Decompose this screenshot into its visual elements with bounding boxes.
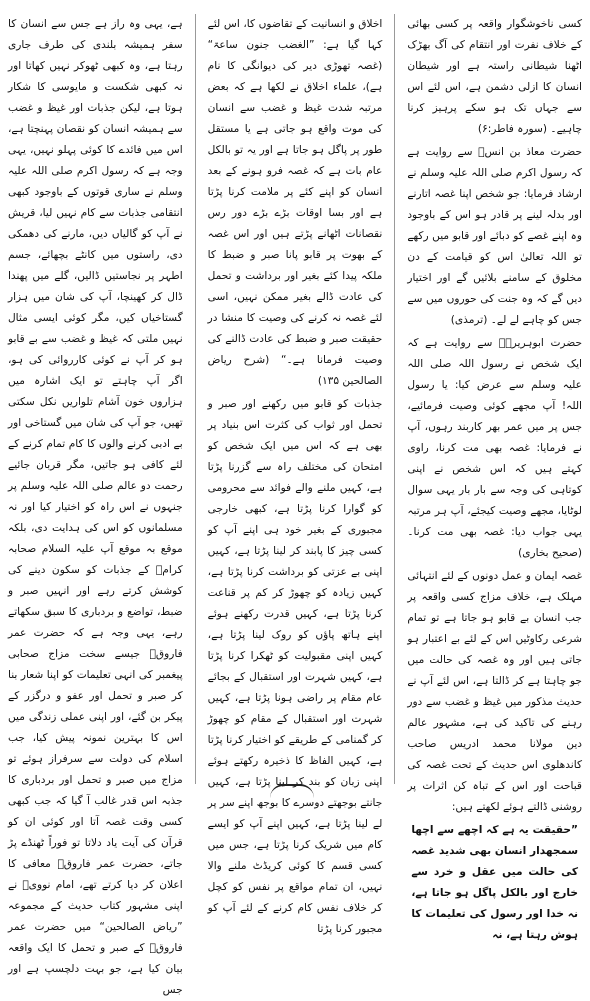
text-columns	[7, 14, 582, 996]
paragraph: ہے، یہی وہ راز ہے جس سے انسان کا سفر ہمیشہ بلندی کی طرف جاری رہتا ہے، وہ کبھی ٹھوکر نہیں کھاتا اور نہ کبھی شکست و مایوسی کا شکار ہوتا ہے، لیکن جذبات اور غیظ و غضب سے ہمیشہ انسان کو نقصان پہنچتا ہے، اس میں فائدے کا کوئی پہلو نہیں، یہی وجہ ہے کہ رسول اکرم صلی اللہ علیہ وسلم نے ساری قوتوں کے باوجود کبھی انتقامی جذبات سے کام نہیں لیا، قریش نے آپ کو گالیاں دیں، مارنے کی دھمکی دی، راستوں میں کانٹے بچھائے، جسم اطہر پر نجاستیں ڈالیں، گلے میں پھندا ڈال کر کھینچا، آپ کی شان میں ہزار گستاخیاں کیں، مگر کوئی ایسی مثال نہیں ملتی کہ غیظ و غضب سے بے قابو ہو کر آپ نے کوئی کارروائی کی ہو، اگر آپ چاہتے تو ایک اشارہ میں ہزاروں خون آشام تلواریں نکل سکتی تھیں، جو آپ کی شان میں گستاخی اور بے ادبی کرنے والوں کا کام تمام کرنے کے لئے کافی ہو جاتیں، مگر قربان جائیے رحمت دو عالم صلی اللہ علیہ وسلم پر جنہوں نے اس راہ کو اختیار کیا اور نہ مسلمانوں کو اس کی ہدایت دی، بلکہ موقع بہ موقع آپ علیہ السلام صحابہ کرامؓ کے جذبات کو سکون دینے کی کوشش کرتے رہے اور انہیں صبر و ضبط، تواضع و بردباری کا سبق سکھاتے رہے، یہی وجہ ہے کہ حضرت عمر فاروقؓ جیسے سخت مزاج صحابی پیغمبر کی انہی تعلیمات کو اپنا شعار بنا کر صبر و تحمل اور عفو و درگزر کے پیکر بن گئے، اور اپنی عملی زندگی میں اس کا بہترین نمونہ پیش کیا، جب اسلام کی دولت سے سرفراز ہوئے تو مزاج میں صبر و تحمل اور بردباری کا جذبہ اس قدر غالب آ گیا کہ جب کبھی کسی وقت غصہ آتا اور کوئی ان کو قرآن کی آیت یاد دلاتا تو فوراً ٹھنڈے پڑ جاتے، حضرت عمر فاروقؓ معافی کا اعلان کر دیا کرتے تھے، امام نوویؒ نے اپنی مشہور کتاب حدیث کے مجموعہ ”ریاض الصالحین“ میں حضرت عمر فاروقؓ کے صبر و تحمل کا ایک واقعہ بیان کیا ہے، جو بہت دلچسپ ہے اور جس	[7, 18, 183, 996]
block-quote: ”حقیقت یہ ہے کہ اچھے سے اچھا سمجھدار انسان بھی شدید غصہ کی حالت میں عقل و خرد سے خارج اور بالکل پاگل ہو جاتا ہے، نہ خدا اور رسول کی تعلیمات کا ہوش رہتا ہے، نہ	[411, 824, 578, 941]
column-divider	[195, 14, 196, 784]
paragraph: حضرت ابوہریرہؓ سے روایت ہے کہ ایک شخص نے رسول اللہ صلی اللہ علیہ وسلم سے عرض کیا: یا رسول اللہ! آپ مجھے کوئی وصیت فرمائیے، جس پر میں عمر بھر کاربند رہوں، آپ نے فرمایا: غصہ بھی مت کرنا، راوی کہتے ہیں کہ اس شخص نے اپنی کوتاہی کی وجہ سے بار بار یہی سوال لوٹایا، مجھے وصیت کیجئے، آپ ہر مرتبہ یہی جواب دیا: غصہ بھی مت کرنا۔ (صحیح بخاری)	[407, 337, 582, 559]
paragraph: غصہ ایمان و عمل دونوں کے لئے انتہائی مہلک ہے، خلاف مزاج کسی واقعہ پر جب انسان بے قابو ہو جاتا ہے تو تمام شرعی رکاوٹیں اس کے لئے بے اعتبار ہو جاتی ہیں اور وہ غصہ کی حالت میں جو چاہتا ہے کر ڈالتا ہے، اس لئے آپ نے حدیث مذکور میں غیظ و غضب سے دور رہنے کی تاکید کی ہے، مشہور عالم دین مولانا محمد ادریس صاحب کاندھلوی اس حدیث کے تحت غصہ کی قباحت اور اس کے تباہ کن اثرات پر روشنی ڈالتے ہوئے لکھتے ہیں:	[407, 570, 582, 813]
paragraph: کسی ناخوشگوار واقعہ پر کسی بھائی کے خلاف نفرت اور انتقام کی آگ بھڑک اٹھنا شیطانی راستہ ہے اور شیطان انسان کا ازلی دشمن ہے، اس لئے اس سے جہاں تک ہو سکے پرہیز کرنا چاہیے۔ (سورہ فاطر:۶)	[407, 18, 582, 135]
column-right	[407, 14, 582, 941]
column-middle	[207, 14, 383, 935]
paragraph: اخلاق و انسانیت کے تقاضوں کا، اس لئے کہا گیا ہے: ”الغضب جنون ساعۃ“ (غصہ تھوڑی دیر کی دیوانگی کا نام ہے)، علماء اخلاق نے لکھا ہے کہ بعض مرتبہ شدت غیظ و غضب سے انسان کی موت واقع ہو جاتی ہے یا مستقل طور پر پاگل ہو جاتا ہے اور یہ تو بالکل عام بات ہے کہ غصہ فرو ہونے کے بعد انسان کو اپنے کئے پر ملامت کرنا پڑتا ہے اور بسا اوقات بڑے بڑے دور رس نقصانات اٹھانے پڑتے ہیں اور اس غصہ کے بھوت پر قابو پانا صبر و ضبط کا ملکہ پیدا کئے بغیر اور برداشت و تحمل کی عادت ڈالے بغیر ممکن نہیں، اسی لئے غصہ نہ کرنے کی وصیت کا منشا در حقیقت صبر و ضبط کی عادت ڈالنے کی وصیت فرمانا ہے۔“ (شرح ریاض الصالحین ۱۳۵)	[207, 18, 383, 387]
paragraph: جذبات کو قابو میں رکھنے اور صبر و تحمل اور ثواب کی کثرت اس بنیاد پر بھی ہے کہ اس میں ایک شخص کو امتحان کی مختلف راہ سے گزرنا پڑتا ہے، کہیں ملنے والے فوائد سے محرومی کو گوارا کرنا پڑتا ہے، کبھی خارجی مجبوری کے بغیر خود ہی اپنے آپ کو کسی چیز کا پابند کر لینا پڑتا ہے، کہیں اپنی بے عزتی کو برداشت کرنا پڑتا ہے، کہیں زیادہ کو چھوڑ کر کم پر قناعت کرنا پڑتا ہے، کہیں قدرت رکھنے ہوئے اپنے ہاتھ پاؤں کو روک لینا پڑتا ہے، کہیں اپنی مقبولیت کو ٹھکرا کرنا پڑتا ہے، کہیں شہرت اور استقبال کے بجائے عام مقام پر راضی ہونا پڑتا ہے، کہیں شہرت اور استقبال کے مقام کو چھوڑ کر گمنامی کے طریقے کو اختیار کرنا پڑتا ہے، کہیں الفاظ کا ذخیرہ رکھتے ہوئے اپنی زبان کو بند کر لینا پڑتا ہے، کہیں جانتے بوجھتے دوسرے کا بوجھ اپنے سر پر لے لینا پڑتا ہے، کہیں اپنے آپ کو ایسے کام میں شریک کرنا پڑتا ہے، جس میں کسی قسم کا کوئی کریڈٹ ملنے والا نہیں، ان تمام مواقع پر نفس کو کچل کر خلاف نفس کام کرنے کے لئے آپ کو مجبور کرنا پڑتا	[207, 398, 383, 935]
paragraph: حضرت معاذ بن انسؓ سے روایت ہے کہ رسول اکرم صلی اللہ علیہ وسلم نے ارشاد فرمایا: جو شخص اپنا غصہ اتارنے اور بدلہ لینے پر قادر ہو اس کے باوجود وہ اپنے غصے کو دبائے اور قابو میں رکھے تو اللہ تعالیٰ اس کو قیامت کے دن مخلوق کے سامنے بلائیں گے اور اختیار دیں گے کہ وہ جنت کی حوروں میں سے جس کو چاہے لے لے۔ (ترمذی)	[407, 146, 582, 326]
column-left	[7, 14, 183, 996]
page-footer-ornament	[270, 784, 314, 798]
column-divider	[394, 14, 395, 784]
